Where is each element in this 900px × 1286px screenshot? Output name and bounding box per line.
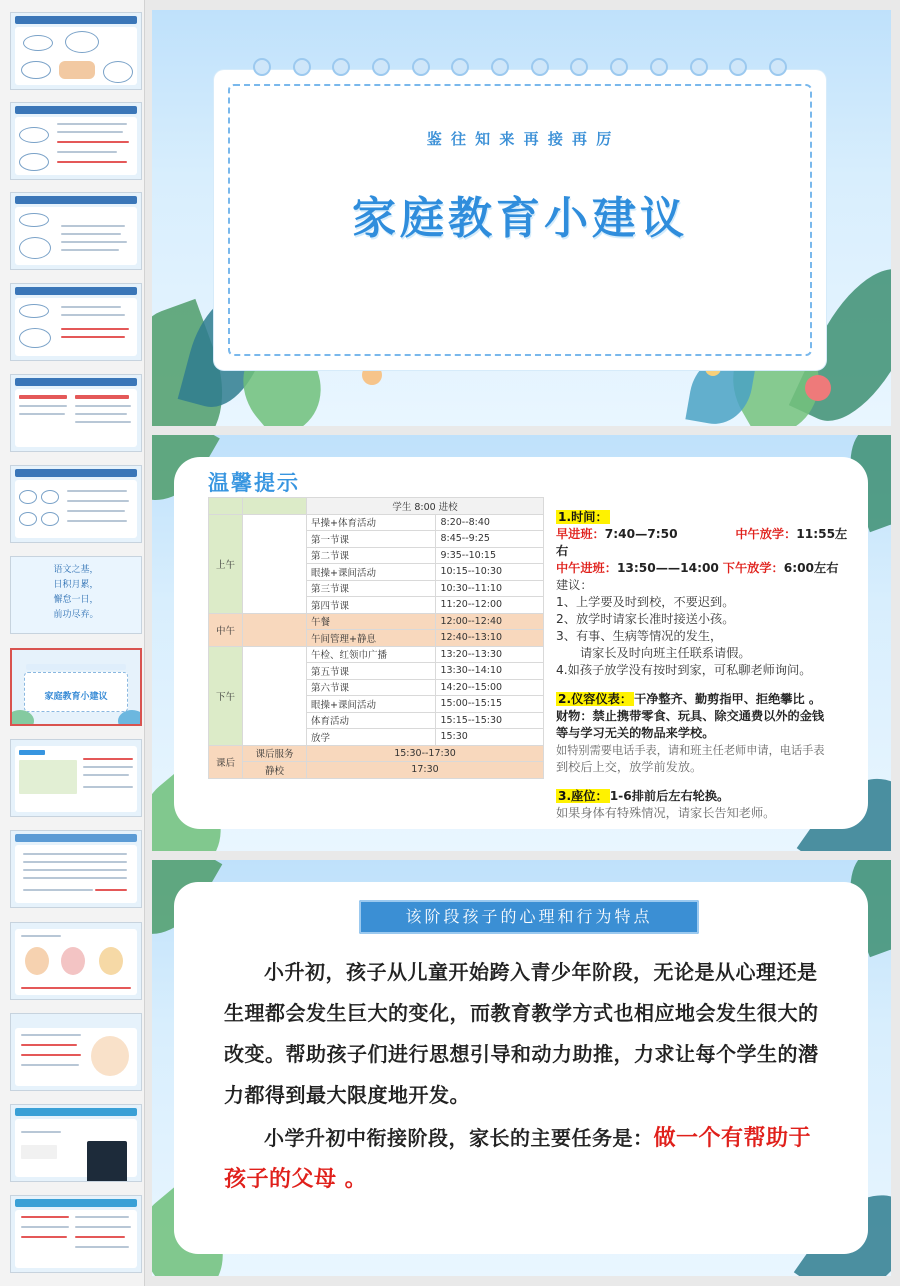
tip-line: 2、放学时请家长准时接送小孩。: [556, 612, 735, 626]
notes-panel: [556, 509, 860, 822]
tips-title: 温馨提示: [208, 471, 300, 495]
schedule-table: [208, 497, 544, 779]
table-row-time: 12:40--13:10: [436, 630, 544, 647]
title-card: [214, 70, 826, 370]
table-row-item: 第五节课: [307, 663, 436, 680]
table-cell: [243, 498, 307, 515]
table-cell: [243, 646, 307, 745]
period-label: 中午: [209, 613, 243, 646]
table-row-item: 第三节课: [307, 580, 436, 597]
table-row-item: 早操+体育活动: [307, 514, 436, 531]
content-card: [174, 882, 868, 1254]
section-heading-seat: 3.座位：: [558, 789, 608, 803]
schedule-header: 学生 8:00 进校: [307, 498, 544, 515]
table-row-time: 13:20--13:30: [436, 646, 544, 663]
noon-out-time: 11:55左: [796, 527, 848, 541]
slide-thumbnail-14[interactable]: [10, 1195, 142, 1273]
appearance-text: 干净整齐、勤剪指甲、拒绝攀比 。: [634, 692, 822, 706]
noon-in-time: 13:50——14:00: [616, 561, 719, 575]
belongings-line: 财物：禁止携带零食、玩具、除交通费以外的金钱: [556, 709, 825, 723]
table-cell: [243, 613, 307, 646]
noon-out-time-cont: 右: [556, 544, 569, 558]
table-row-time: 15:15--15:30: [436, 712, 544, 729]
watch-line: 到校后上交，放学前发放。: [556, 760, 703, 774]
motto-text: 鉴 往 知 来 再 接 再 厉: [426, 130, 614, 148]
table-row-item: 第四节课: [307, 597, 436, 614]
table-row-time: 13:30--14:10: [436, 663, 544, 680]
thumbnail-title: 家庭教育小建议: [24, 672, 128, 712]
tips-card: [174, 457, 868, 829]
thumbnail-poem: 语文之基， 日积月累， 懈怠一日， 前功尽弃。: [53, 565, 99, 620]
tip-line: 4.如孩子放学没有按时到家，可私聊老师询问。: [556, 663, 812, 677]
afternoon-out-time: 6:00左右: [783, 561, 839, 575]
slide-thumbnail-panel: [0, 0, 145, 1286]
table-row-item: 第二节课: [307, 547, 436, 564]
table-row-time: 8:20--8:40: [436, 514, 544, 531]
table-row-item: 第一节课: [307, 531, 436, 548]
table-row-time: 10:15--10:30: [436, 564, 544, 581]
table-row-item: 午检、红领巾广播: [307, 646, 436, 663]
table-row-time: 17:30: [307, 762, 544, 779]
table-row-item: 午餐: [307, 613, 436, 630]
table-row-item: 眼操+课间活动: [307, 564, 436, 581]
table-row-item: 第六节课: [307, 679, 436, 696]
slide-thumbnail-8-active[interactable]: [10, 648, 142, 726]
tip-line: 1、上学要及时到校，不要迟到。: [556, 595, 735, 609]
slide-thumbnail-7[interactable]: [10, 556, 142, 634]
table-row-time: 12:00--12:40: [436, 613, 544, 630]
table-row-item: 放学: [307, 729, 436, 746]
table-cell: [209, 498, 243, 515]
table-cell: [243, 514, 307, 613]
slide-title: [152, 10, 891, 426]
slide-thumbnail-3[interactable]: [10, 192, 142, 270]
period-label: 上午: [209, 514, 243, 613]
tip-line: 3、有事、生病等情况的发生，: [556, 629, 723, 643]
slide-psychology: [152, 860, 891, 1276]
slide-title-text: 家庭教育小建议: [352, 193, 688, 244]
slide-thumbnail-9[interactable]: [10, 739, 142, 817]
paragraph-2: [224, 1118, 824, 1200]
slide-thumbnail-2[interactable]: [10, 102, 142, 180]
table-row-time: 11:20--12:00: [436, 597, 544, 614]
period-label: 课后: [209, 745, 243, 778]
slide-thumbnail-4[interactable]: [10, 283, 142, 361]
watch-line: 如特别需要电话手表，请和班主任老师申请，电话手表: [556, 744, 825, 757]
belongings-line: 等与学习无关的物品来学校。: [556, 726, 715, 740]
section-banner: 该阶段孩子的心理和行为特点: [359, 900, 699, 934]
table-row-item: 眼操+课间活动: [307, 696, 436, 713]
section-heading-appearance: 2.仪容仪表：: [558, 692, 633, 706]
table-row-time: 15:00--15:15: [436, 696, 544, 713]
noon-out-label: 中午放学：: [735, 527, 797, 541]
morning-in-label: 早进班：: [556, 527, 605, 541]
table-row-time: 15:30: [436, 729, 544, 746]
paragraph-2-emphasis: 做一个有帮助于孩子的父母 。: [224, 1126, 812, 1192]
slide-thumbnail-12[interactable]: [10, 1013, 142, 1091]
slide-thumbnail-10[interactable]: [10, 830, 142, 908]
noon-in-label: 中午进班：: [556, 561, 617, 575]
slide-warm-tips: [152, 435, 891, 851]
slide-thumbnail-11[interactable]: [10, 922, 142, 1000]
period-label: 下午: [209, 646, 243, 745]
flower-decoration: [805, 375, 831, 401]
slide-thumbnail-5[interactable]: [10, 374, 142, 452]
table-row-time: 15:30--17:30: [307, 745, 544, 762]
seat-text: 1-6排前后左右轮换。: [609, 789, 730, 803]
table-row-item: 午间管理+静息: [307, 630, 436, 647]
paragraph-1: 小升初，孩子从儿童开始跨入青少年阶段，无论是从心理还是生理都会发生巨大的变化，而教育教学方式也相应地会发生很大的改变。帮助孩子们进行思想引导和动力助推，力求让每个学生的潜力都得到最大限度地开发。: [224, 960, 819, 1107]
table-row-item: 体育活动: [307, 712, 436, 729]
binder-rings: [214, 48, 826, 84]
suggest-label: 建议：: [556, 578, 593, 592]
morning-in-time: 7:40—7:50: [604, 527, 678, 541]
table-row-time: 14:20--15:00: [436, 679, 544, 696]
table-row-item: 静校: [243, 762, 307, 779]
seat-line: 如果身体有特殊情况，请家长告知老师。: [556, 806, 776, 820]
table-row-time: 8:45--9:25: [436, 531, 544, 548]
tip-line: 请家长及时向班主任联系请假。: [580, 646, 751, 660]
slide-thumbnail-13[interactable]: [10, 1104, 142, 1182]
table-row-time: 9:35--10:15: [436, 547, 544, 564]
table-row-time: 10:30--11:10: [436, 580, 544, 597]
table-row-item: 课后服务: [243, 745, 307, 762]
afternoon-out-label: 下午放学：: [722, 561, 784, 575]
slide-thumbnail-1[interactable]: [10, 12, 142, 90]
paragraph-2-text: 小学升初中衔接阶段，家长的主要任务是：: [264, 1126, 654, 1150]
slide-thumbnail-6[interactable]: [10, 465, 142, 543]
section-heading-time: 1.时间：: [558, 510, 608, 524]
